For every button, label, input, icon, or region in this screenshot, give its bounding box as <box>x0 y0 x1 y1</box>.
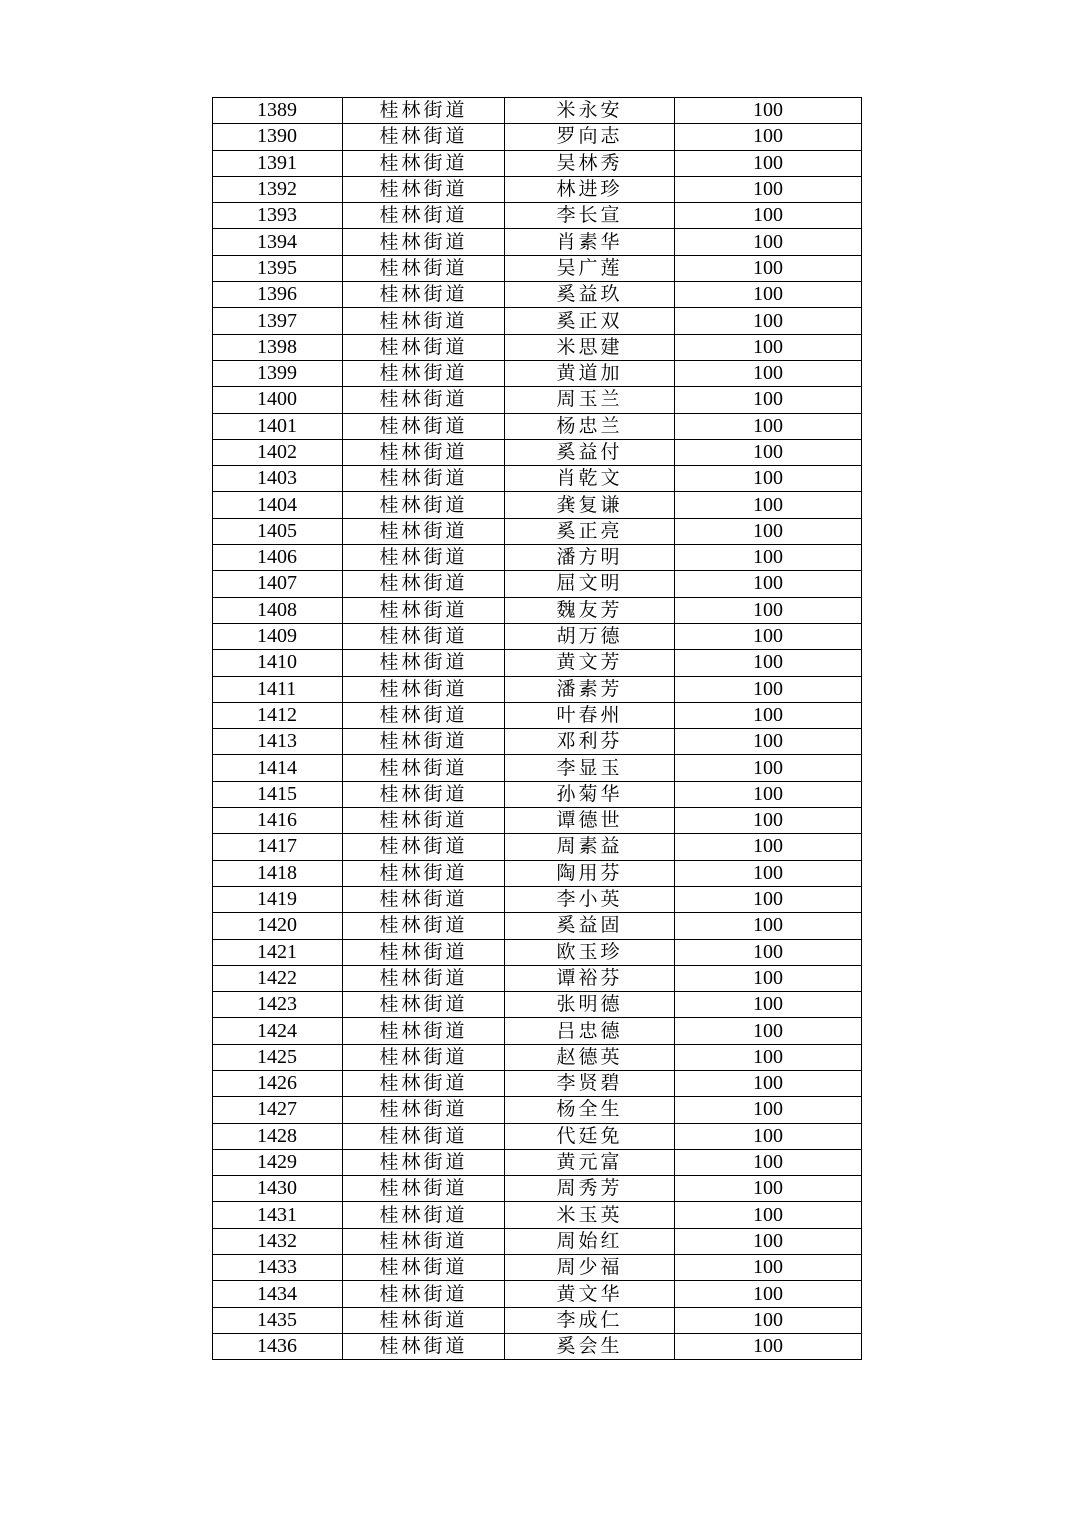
amount-cell: 100 <box>675 124 862 150</box>
street-cell: 桂林街道 <box>343 308 505 334</box>
amount-cell: 100 <box>675 834 862 860</box>
row-number-cell: 1390 <box>213 124 343 150</box>
row-number-cell: 1409 <box>213 623 343 649</box>
name-cell: 陶用芬 <box>505 860 675 886</box>
table-row <box>213 203 862 229</box>
name-cell: 肖素华 <box>505 229 675 255</box>
amount-cell: 100 <box>675 1176 862 1202</box>
amount-cell: 100 <box>675 466 862 492</box>
amount-cell: 100 <box>675 518 862 544</box>
name-cell: 李长宣 <box>505 203 675 229</box>
table-row <box>213 1307 862 1333</box>
street-cell: 桂林街道 <box>343 702 505 728</box>
row-number-cell: 1402 <box>213 439 343 465</box>
name-cell: 林进珍 <box>505 176 675 202</box>
row-number-cell: 1416 <box>213 808 343 834</box>
street-cell: 桂林街道 <box>343 439 505 465</box>
amount-cell: 100 <box>675 150 862 176</box>
street-cell: 桂林街道 <box>343 860 505 886</box>
table-row <box>213 886 862 912</box>
table-row <box>213 729 862 755</box>
row-number-cell: 1427 <box>213 1097 343 1123</box>
row-number-cell: 1396 <box>213 282 343 308</box>
amount-cell: 100 <box>675 755 862 781</box>
row-number-cell: 1433 <box>213 1255 343 1281</box>
name-cell: 吴广莲 <box>505 255 675 281</box>
street-cell: 桂林街道 <box>343 98 505 124</box>
amount-cell: 100 <box>675 676 862 702</box>
amount-cell: 100 <box>675 1018 862 1044</box>
row-number-cell: 1412 <box>213 702 343 728</box>
street-cell: 桂林街道 <box>343 834 505 860</box>
name-cell: 奚正亮 <box>505 518 675 544</box>
row-number-cell: 1401 <box>213 413 343 439</box>
table-row <box>213 492 862 518</box>
row-number-cell: 1429 <box>213 1149 343 1175</box>
amount-cell: 100 <box>675 1202 862 1228</box>
name-cell: 周始红 <box>505 1228 675 1254</box>
street-cell: 桂林街道 <box>343 150 505 176</box>
table-row <box>213 545 862 571</box>
table-row <box>213 1070 862 1096</box>
row-number-cell: 1426 <box>213 1070 343 1096</box>
amount-cell: 100 <box>675 597 862 623</box>
row-number-cell: 1430 <box>213 1176 343 1202</box>
street-cell: 桂林街道 <box>343 466 505 492</box>
name-cell: 赵德英 <box>505 1044 675 1070</box>
row-number-cell: 1415 <box>213 781 343 807</box>
amount-cell: 100 <box>675 860 862 886</box>
street-cell: 桂林街道 <box>343 387 505 413</box>
roster-table <box>212 97 862 1360</box>
table-row <box>213 308 862 334</box>
name-cell: 代廷免 <box>505 1123 675 1149</box>
street-cell: 桂林街道 <box>343 597 505 623</box>
amount-cell: 100 <box>675 282 862 308</box>
amount-cell: 100 <box>675 623 862 649</box>
amount-cell: 100 <box>675 1228 862 1254</box>
row-number-cell: 1404 <box>213 492 343 518</box>
amount-cell: 100 <box>675 939 862 965</box>
row-number-cell: 1397 <box>213 308 343 334</box>
street-cell: 桂林街道 <box>343 913 505 939</box>
table-row <box>213 939 862 965</box>
street-cell: 桂林街道 <box>343 1097 505 1123</box>
table-row <box>213 1123 862 1149</box>
amount-cell: 100 <box>675 808 862 834</box>
table-row <box>213 755 862 781</box>
amount-cell: 100 <box>675 1281 862 1307</box>
name-cell: 李小英 <box>505 886 675 912</box>
row-number-cell: 1391 <box>213 150 343 176</box>
row-number-cell: 1389 <box>213 98 343 124</box>
row-number-cell: 1435 <box>213 1307 343 1333</box>
row-number-cell: 1411 <box>213 676 343 702</box>
table-row <box>213 334 862 360</box>
row-number-cell: 1407 <box>213 571 343 597</box>
amount-cell: 100 <box>675 203 862 229</box>
street-cell: 桂林街道 <box>343 571 505 597</box>
table-row <box>213 1228 862 1254</box>
table-row <box>213 1018 862 1044</box>
street-cell: 桂林街道 <box>343 886 505 912</box>
street-cell: 桂林街道 <box>343 1018 505 1044</box>
street-cell: 桂林街道 <box>343 282 505 308</box>
amount-cell: 100 <box>675 439 862 465</box>
row-number-cell: 1399 <box>213 360 343 386</box>
row-number-cell: 1405 <box>213 518 343 544</box>
table-row <box>213 176 862 202</box>
table-row <box>213 466 862 492</box>
street-cell: 桂林街道 <box>343 1149 505 1175</box>
table-row <box>213 702 862 728</box>
amount-cell: 100 <box>675 255 862 281</box>
table-row <box>213 98 862 124</box>
row-number-cell: 1420 <box>213 913 343 939</box>
table-row <box>213 1149 862 1175</box>
row-number-cell: 1421 <box>213 939 343 965</box>
street-cell: 桂林街道 <box>343 545 505 571</box>
amount-cell: 100 <box>675 913 862 939</box>
name-cell: 黄道加 <box>505 360 675 386</box>
row-number-cell: 1408 <box>213 597 343 623</box>
amount-cell: 100 <box>675 886 862 912</box>
amount-cell: 100 <box>675 965 862 991</box>
row-number-cell: 1434 <box>213 1281 343 1307</box>
street-cell: 桂林街道 <box>343 518 505 544</box>
street-cell: 桂林街道 <box>343 939 505 965</box>
street-cell: 桂林街道 <box>343 124 505 150</box>
street-cell: 桂林街道 <box>343 755 505 781</box>
row-number-cell: 1394 <box>213 229 343 255</box>
name-cell: 黄文华 <box>505 1281 675 1307</box>
amount-cell: 100 <box>675 334 862 360</box>
name-cell: 李显玉 <box>505 755 675 781</box>
name-cell: 奚会生 <box>505 1333 675 1359</box>
name-cell: 周玉兰 <box>505 387 675 413</box>
amount-cell: 100 <box>675 1070 862 1096</box>
name-cell: 黄文芳 <box>505 650 675 676</box>
street-cell: 桂林街道 <box>343 492 505 518</box>
row-number-cell: 1398 <box>213 334 343 360</box>
amount-cell: 100 <box>675 729 862 755</box>
row-number-cell: 1400 <box>213 387 343 413</box>
name-cell: 奚益固 <box>505 913 675 939</box>
row-number-cell: 1424 <box>213 1018 343 1044</box>
table-row <box>213 571 862 597</box>
name-cell: 吕忠德 <box>505 1018 675 1044</box>
name-cell: 潘方明 <box>505 545 675 571</box>
table-row <box>213 1202 862 1228</box>
name-cell: 周素益 <box>505 834 675 860</box>
table-row <box>213 834 862 860</box>
name-cell: 龚复谦 <box>505 492 675 518</box>
amount-cell: 100 <box>675 413 862 439</box>
street-cell: 桂林街道 <box>343 965 505 991</box>
amount-cell: 100 <box>675 650 862 676</box>
row-number-cell: 1418 <box>213 860 343 886</box>
row-number-cell: 1431 <box>213 1202 343 1228</box>
row-number-cell: 1417 <box>213 834 343 860</box>
table-row <box>213 439 862 465</box>
name-cell: 欧玉珍 <box>505 939 675 965</box>
name-cell: 杨忠兰 <box>505 413 675 439</box>
street-cell: 桂林街道 <box>343 992 505 1018</box>
name-cell: 黄元富 <box>505 1149 675 1175</box>
street-cell: 桂林街道 <box>343 808 505 834</box>
street-cell: 桂林街道 <box>343 1070 505 1096</box>
name-cell: 魏友芳 <box>505 597 675 623</box>
street-cell: 桂林街道 <box>343 255 505 281</box>
table-row <box>213 676 862 702</box>
table-row <box>213 282 862 308</box>
name-cell: 谭裕芬 <box>505 965 675 991</box>
row-number-cell: 1436 <box>213 1333 343 1359</box>
name-cell: 周秀芳 <box>505 1176 675 1202</box>
street-cell: 桂林街道 <box>343 203 505 229</box>
row-number-cell: 1425 <box>213 1044 343 1070</box>
amount-cell: 100 <box>675 545 862 571</box>
table-row <box>213 965 862 991</box>
table-row <box>213 1255 862 1281</box>
name-cell: 屈文明 <box>505 571 675 597</box>
name-cell: 奚益玖 <box>505 282 675 308</box>
table-row <box>213 597 862 623</box>
table-row <box>213 913 862 939</box>
amount-cell: 100 <box>675 492 862 518</box>
table-row <box>213 1097 862 1123</box>
name-cell: 杨全生 <box>505 1097 675 1123</box>
street-cell: 桂林街道 <box>343 650 505 676</box>
name-cell: 奚益付 <box>505 439 675 465</box>
amount-cell: 100 <box>675 1307 862 1333</box>
name-cell: 邓利芬 <box>505 729 675 755</box>
street-cell: 桂林街道 <box>343 1044 505 1070</box>
street-cell: 桂林街道 <box>343 413 505 439</box>
table-row <box>213 413 862 439</box>
amount-cell: 100 <box>675 1255 862 1281</box>
table-row <box>213 1333 862 1359</box>
row-number-cell: 1428 <box>213 1123 343 1149</box>
name-cell: 米思建 <box>505 334 675 360</box>
table-row <box>213 1044 862 1070</box>
name-cell: 米永安 <box>505 98 675 124</box>
name-cell: 罗向志 <box>505 124 675 150</box>
name-cell: 谭德世 <box>505 808 675 834</box>
table-row <box>213 650 862 676</box>
row-number-cell: 1413 <box>213 729 343 755</box>
table-row <box>213 1176 862 1202</box>
amount-cell: 100 <box>675 98 862 124</box>
street-cell: 桂林街道 <box>343 781 505 807</box>
row-number-cell: 1423 <box>213 992 343 1018</box>
table-row <box>213 623 862 649</box>
roster-table-body <box>213 98 862 1360</box>
name-cell: 胡万德 <box>505 623 675 649</box>
name-cell: 吴林秀 <box>505 150 675 176</box>
amount-cell: 100 <box>675 1097 862 1123</box>
street-cell: 桂林街道 <box>343 1176 505 1202</box>
table-row <box>213 781 862 807</box>
table-row <box>213 808 862 834</box>
street-cell: 桂林街道 <box>343 729 505 755</box>
amount-cell: 100 <box>675 571 862 597</box>
name-cell: 李贤碧 <box>505 1070 675 1096</box>
table-row <box>213 150 862 176</box>
street-cell: 桂林街道 <box>343 229 505 255</box>
table-row <box>213 360 862 386</box>
street-cell: 桂林街道 <box>343 176 505 202</box>
name-cell: 奚正双 <box>505 308 675 334</box>
street-cell: 桂林街道 <box>343 1281 505 1307</box>
table-row <box>213 255 862 281</box>
name-cell: 肖乾文 <box>505 466 675 492</box>
row-number-cell: 1392 <box>213 176 343 202</box>
name-cell: 叶春州 <box>505 702 675 728</box>
table-row <box>213 860 862 886</box>
street-cell: 桂林街道 <box>343 1255 505 1281</box>
table-row <box>213 1281 862 1307</box>
street-cell: 桂林街道 <box>343 360 505 386</box>
street-cell: 桂林街道 <box>343 676 505 702</box>
table-row <box>213 229 862 255</box>
row-number-cell: 1395 <box>213 255 343 281</box>
table-row <box>213 518 862 544</box>
table-row <box>213 124 862 150</box>
name-cell: 潘素芳 <box>505 676 675 702</box>
street-cell: 桂林街道 <box>343 1228 505 1254</box>
name-cell: 李成仁 <box>505 1307 675 1333</box>
amount-cell: 100 <box>675 781 862 807</box>
name-cell: 孙菊华 <box>505 781 675 807</box>
row-number-cell: 1393 <box>213 203 343 229</box>
amount-cell: 100 <box>675 229 862 255</box>
street-cell: 桂林街道 <box>343 1307 505 1333</box>
amount-cell: 100 <box>675 1333 862 1359</box>
name-cell: 周少福 <box>505 1255 675 1281</box>
amount-cell: 100 <box>675 1123 862 1149</box>
row-number-cell: 1414 <box>213 755 343 781</box>
street-cell: 桂林街道 <box>343 1333 505 1359</box>
table-row <box>213 992 862 1018</box>
amount-cell: 100 <box>675 176 862 202</box>
amount-cell: 100 <box>675 1044 862 1070</box>
amount-cell: 100 <box>675 387 862 413</box>
amount-cell: 100 <box>675 360 862 386</box>
street-cell: 桂林街道 <box>343 623 505 649</box>
amount-cell: 100 <box>675 1149 862 1175</box>
row-number-cell: 1432 <box>213 1228 343 1254</box>
street-cell: 桂林街道 <box>343 1202 505 1228</box>
row-number-cell: 1419 <box>213 886 343 912</box>
amount-cell: 100 <box>675 702 862 728</box>
street-cell: 桂林街道 <box>343 1123 505 1149</box>
amount-cell: 100 <box>675 992 862 1018</box>
table-row <box>213 387 862 413</box>
row-number-cell: 1403 <box>213 466 343 492</box>
name-cell: 张明德 <box>505 992 675 1018</box>
row-number-cell: 1406 <box>213 545 343 571</box>
amount-cell: 100 <box>675 308 862 334</box>
row-number-cell: 1410 <box>213 650 343 676</box>
street-cell: 桂林街道 <box>343 334 505 360</box>
name-cell: 米玉英 <box>505 1202 675 1228</box>
row-number-cell: 1422 <box>213 965 343 991</box>
